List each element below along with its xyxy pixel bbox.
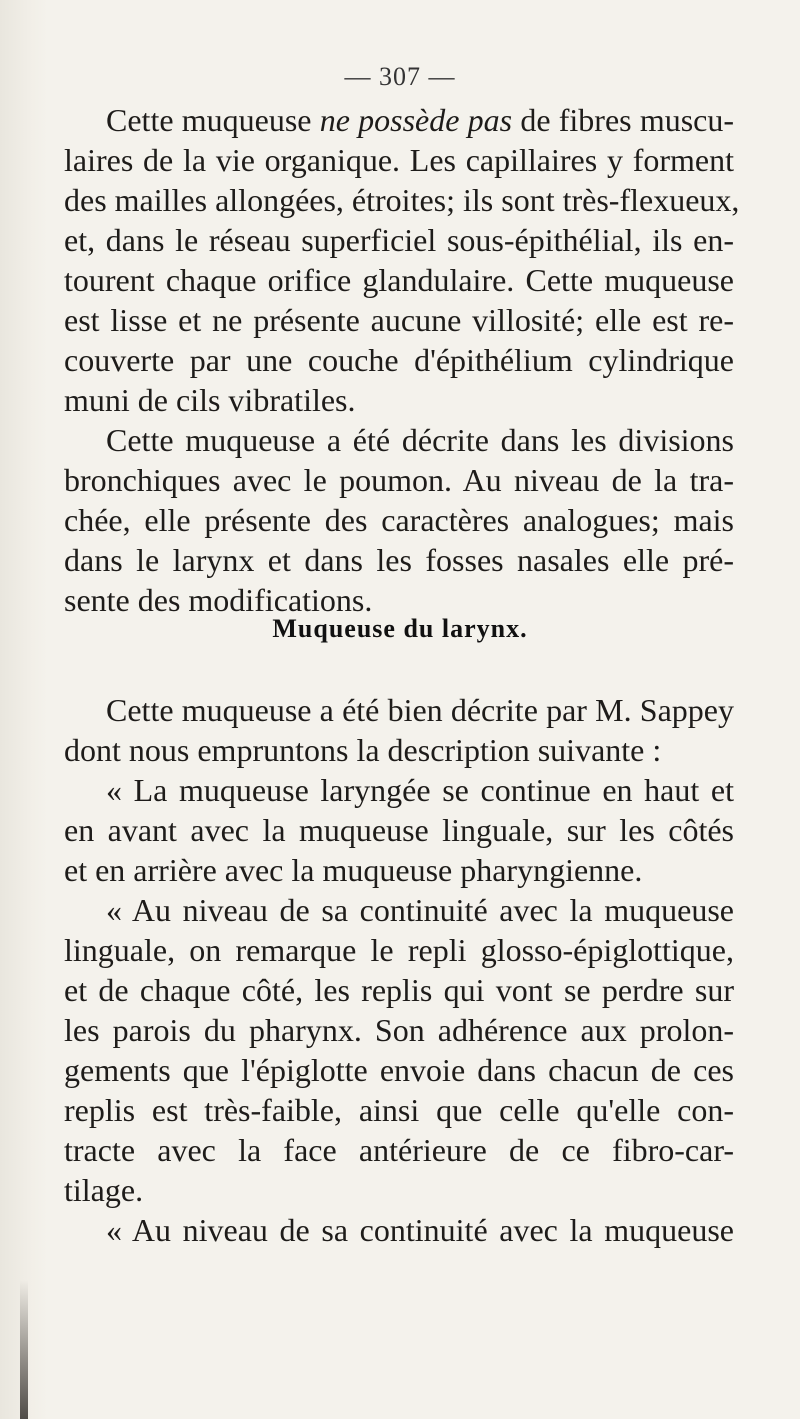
text-line: gements que l'épiglotte envoie dans chacun de ces <box>64 1052 734 1088</box>
text-line: tilage. <box>64 1172 144 1208</box>
text-line: bronchiques avec le poumon. Au niveau de la tra- <box>64 462 734 498</box>
text-line: couverte par une couche d'épithélium cylindrique <box>64 342 734 378</box>
text-line: « Au niveau de sa continuité avec la muqueuse <box>106 892 734 928</box>
text-line: les parois du pharynx. Son adhérence aux prolon- <box>64 1012 734 1048</box>
text-line: dont nous empruntons la description suivante : <box>64 732 662 768</box>
page-number: — 307 — <box>344 62 456 91</box>
binding-gutter <box>0 0 48 1419</box>
text-line: et en arrière avec la muqueuse pharyngienne. <box>64 852 643 888</box>
text-line: Cette muqueuse a été décrite dans les divisions <box>106 422 734 458</box>
section-heading: Muqueuse du larynx. <box>272 614 528 643</box>
text-line: « Au niveau de sa continuité avec la muqueuse <box>106 1212 734 1248</box>
text-line: en avant avec la muqueuse linguale, sur les côtés <box>64 812 734 848</box>
text-line: muni de cils vibratiles. <box>64 382 356 418</box>
text-line: laires de la vie organique. Les capillaires y forment <box>64 142 734 178</box>
text-line: tracte avec la face antérieure de ce fibro-car- <box>64 1132 734 1168</box>
text-line: Cette muqueuse ne possède pas de fibres muscu- <box>106 102 735 138</box>
text-line: des mailles allongées, étroites; ils sont très-flexueux, <box>64 182 740 218</box>
text-line: dans le larynx et dans les fosses nasales elle pré- <box>64 542 734 578</box>
text-line: chée, elle présente des caractères analogues; mais <box>64 502 734 538</box>
text-line: et de chaque côté, les replis qui vont se perdre sur <box>64 972 734 1008</box>
emphasis: ne possède pas <box>319 102 513 138</box>
text-line: « La muqueuse laryngée se continue en haut et <box>106 772 734 808</box>
text-line: et, dans le réseau superficiel sous-épithélial, ils en- <box>64 222 734 258</box>
page-edge-shadow <box>20 1280 28 1419</box>
text-line: sente des modifications. <box>64 582 373 618</box>
text-line: est lisse et ne présente aucune villosité; elle est re- <box>64 302 734 338</box>
text-line: linguale, on remarque le repli glosso-épiglottique, <box>64 932 734 968</box>
text-line: tourent chaque orifice glandulaire. Cette muqueuse <box>64 262 734 298</box>
text-line: replis est très-faible, ainsi que celle qu'elle con- <box>64 1092 734 1128</box>
text-line: Cette muqueuse a été bien décrite par M. Sappey <box>106 692 734 728</box>
